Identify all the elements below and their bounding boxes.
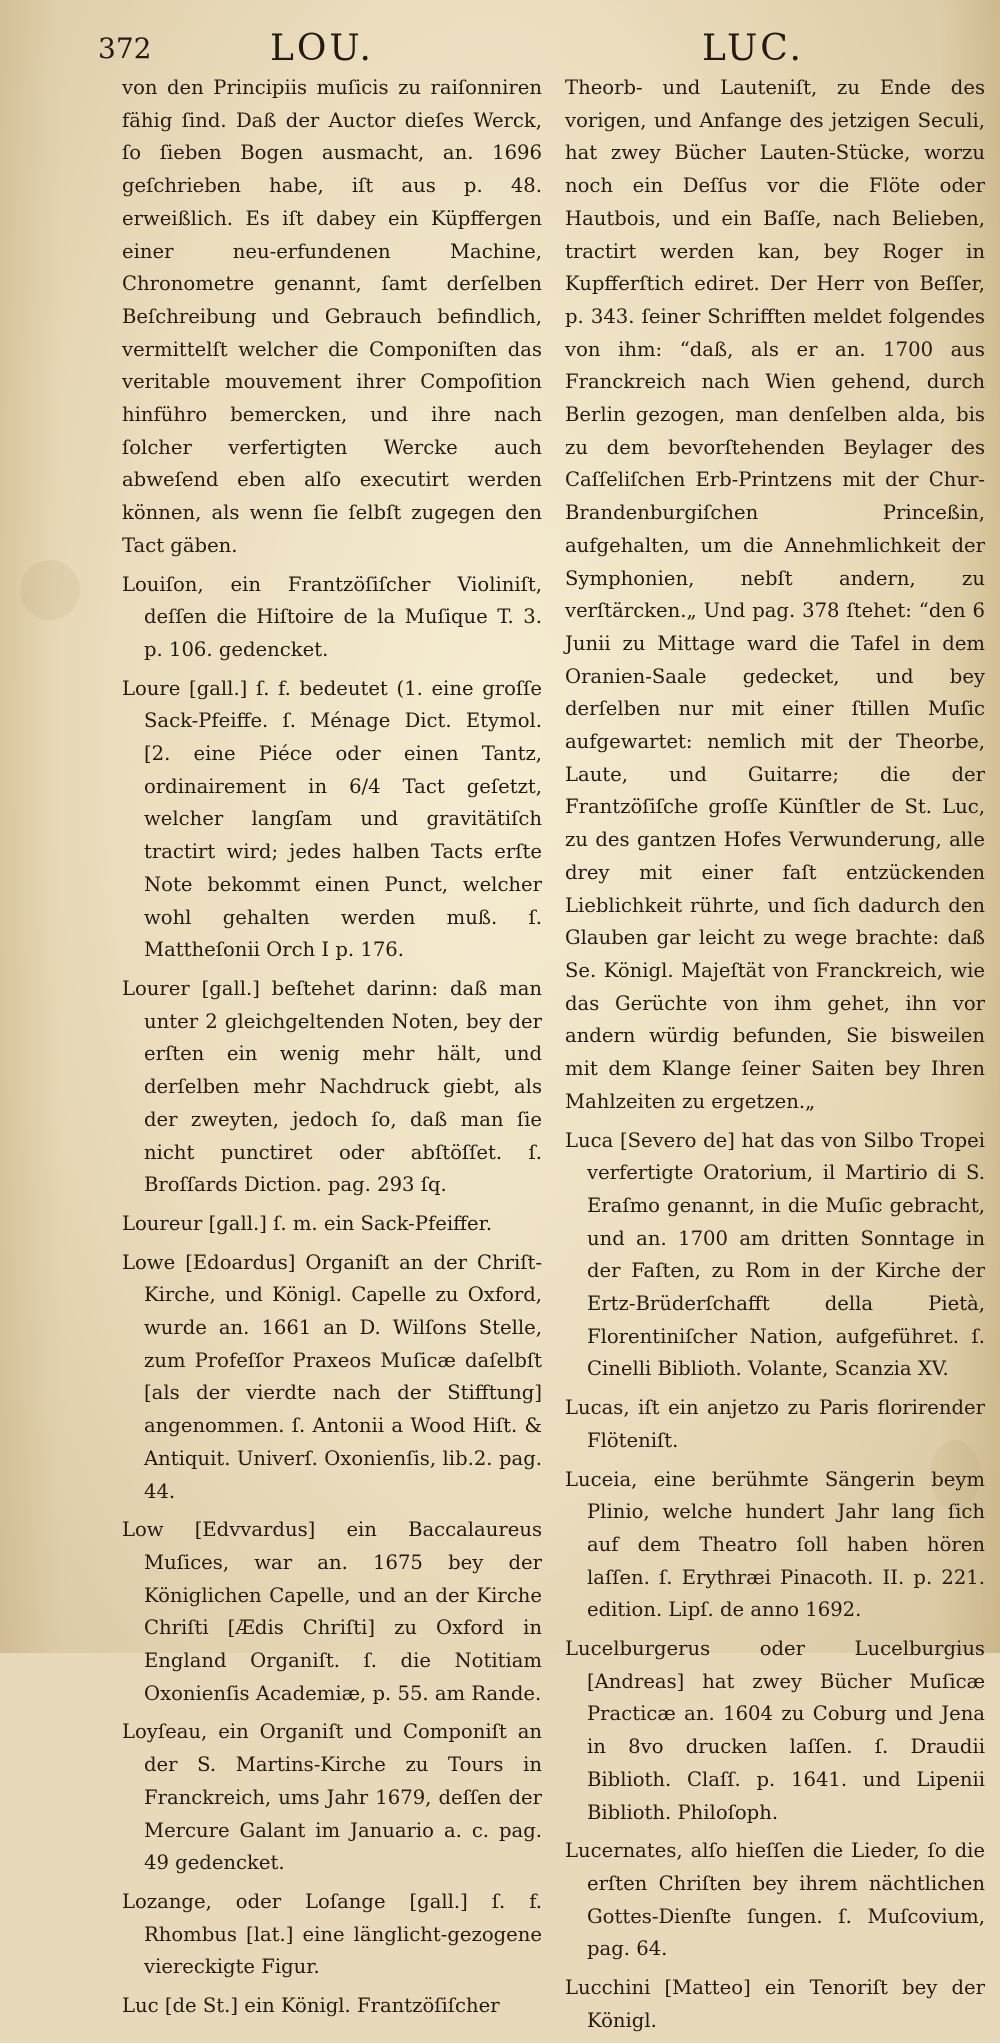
dictionary-entry: Louiſon, ein Frantzöſiſcher Violiniſt, deſſen die Hiſtoire de la Muſique T. 3. p. 106. gedencket. [122, 572, 542, 661]
page-number: 372 [98, 32, 152, 65]
running-head-right: LUC. [702, 28, 804, 69]
dictionary-entry: Lucelburgerus oder Lucelburgius [Andreas] hat zwey Bücher Muſicæ Practicæ an. 1604 zu Coburg und Jena in 8vo drucken laſſen. ſ. Draudii Biblioth. Claſſ. p. 1641. und Lipenii Biblioth. Philoſoph. [565, 1637, 985, 1824]
dictionary-entry: Luceia, eine berühmte Sängerin beym Plinio, welche hundert Jahr lang ſich auf dem Theatro ſoll haben hören laſſen. ſ. Erythræi Pinacoth. II. p. 221. edition. Lipſ. de anno 1692. [565, 1467, 985, 1622]
dictionary-entry: Lucchini [Matteo] ein Tenoriſt bey der Königl. [565, 1976, 985, 2032]
dictionary-entry: Low [Edvvardus] ein Baccalaureus Muſices, war an. 1675 bey der Königlichen Capelle, und an der Kirche Chriſti [Ædis Chriſti] zu Oxford in England Organiſt. ſ. die Notitiam Oxonienſis Academiæ, p. 55. am Rande. [122, 1518, 542, 1705]
dictionary-entry: Lowe [Edoardus] Organiſt an der Chriſt-Kirche, und Königl. Capelle zu Oxford, wurde an. 1661 an D. Wilſons Stelle, zum Profeſſor Praxeos Muſicæ daſelbſt [als der vierdte nach der Stifftung] angenommen. ſ. Antonii a Wood Hiſt. & Antiquit. Univerſ. Oxonienſis, lib.2. pag. 44. [122, 1250, 542, 1503]
page-header [0, 18, 1000, 78]
dictionary-entry: Lucernates, alſo hieſſen die Lieder, ſo die erſten Chriſten bey ihrem nächtlichen Gottes-Dienſte ſungen. ſ. Muſcovium, pag. 64. [565, 1839, 985, 1961]
dictionary-entry: Loure [gall.] ſ. f. bedeutet (1. eine groſſe Sack-Pfeiffe. ſ. Ménage Dict. Etymol. [2. eine Piéce oder einen Tantz, ordinairement in 6/4 Tact geſetzt, welcher langſam und gravitätiſch tractirt wird; jedes halben Tacts erſte Note bekommt einen Punct, welcher wohl gehalten werden muß. ſ. Mattheſonii Orch I p. 176. [122, 676, 542, 962]
dictionary-entry: Lozange, oder Loſange [gall.] ſ. f. Rhombus [lat.] eine länglicht-gezogene viereckigte Figur. [122, 1889, 542, 1979]
dictionary-entry: Loureur [gall.] ſ. m. ein Sack-Pfeiffer. [122, 1211, 493, 1235]
paper-stain [20, 560, 80, 620]
running-head-left: LOU. [270, 28, 374, 69]
dictionary-entry: Lourer [gall.] beſtehet darinn: daß man unter 2 gleichgeltenden Noten, bey der erſten ein wenig mehr hält, und derſelben mehr Nachdruck giebt, als der zweyten, jedoch ſo, daß man ſie nicht punctiret oder abſtöſſet. ſ. Broſſards Diction. pag. 293 ſq. [122, 976, 542, 1197]
dictionary-entry: Loyſeau, ein Organiſt und Componiſt an der S. Martins-Kirche zu Tours in Franckreich, ums Jahr 1679, deſſen der Mercure Galant im Januario a. c. pag. 49 gedencket. [122, 1720, 542, 1875]
dictionary-entry: Luca [Severo de] hat das von Silbo Tropei verfertigte Oratorium, il Martirio di S. Eraſmo genannt, in die Muſic gebracht, und an. 1700 am dritten Sonntage in der Faſten, zu Rom in der Kirche der Ertz-Brüderſchafft della Pietà, Florentiniſcher Nation, aufgeführet. ſ. Cinelli Biblioth. Volante, Scanzia XV. [565, 1128, 985, 1381]
right-column [565, 72, 985, 2043]
dictionary-entry: Lucas, iſt ein anjetzo zu Paris florirender Flöteniſt. [565, 1396, 985, 1452]
left-column [122, 72, 542, 2029]
dictionary-entry: von den Principiis muſicis zu raiſonniren fähig ſind. Daß der Auctor dieſes Werck, ſo ſieben Bogen ausmacht, an. 1696 geſchrieben habe, iſt aus p. 48. erweißlich. Es iſt dabey ein Küpffergen einer neu-erfundenen Machine, Chronometre genannt, ſamt derſelben Beſchreibung und Gebrauch befindlich, vermittelſt welcher die Componiſten das veritable mouvement ihrer Compoſition hinführo bemercken, und ihre nach ſolcher verfertigten Wercke auch abweſend eben alſo executirt werden können, als wenn ſie ſelbſt zugegen den Tact gäben. [122, 76, 542, 557]
dictionary-entry: Theorb- und Lauteniſt, zu Ende des vorigen, und Anfange des jetzigen Seculi, hat zwey Bücher Lauten-Stücke, worzu noch ein Deſſus vor die Flöte oder Hautbois, und ein Baſſe, nach Belieben, tractirt werden kan, bey Roger in Kupfferſtich ediret. Der Herr von Beſſer, p. 343. ſeiner Schrifften meldet folgendes von ihm: “daß, als er an. 1700 aus Franckreich nach Wien gehend, durch Berlin gezogen, man denſelben alda, bis zu dem bevorſtehenden Beylager des Caſſeliſchen Erb-Printzens mit der Chur-Brandenburgiſchen Princeßin, aufgehalten, um die Annehmlichkeit der Symphonien, nebſt andern, zu verſtärcken.„ Und pag. 378 ſtehet: “den 6 Junii zu Mittage ward die Tafel in dem Oranien-Saale gedecket, und bey derſelben nur mit einer ſtillen Muſic aufgewartet: nemlich mit der Theorbe, Laute, und Guitarre; die der Frantzöſiſche groſſe Künſtler de St. Luc, zu des gantzen Hofes Verwunderung, alle drey mit einer faſt entzückenden Lieblichkeit rührte, und ſich dadurch den Glauben gar leicht zu wege brachte: daß Se. Königl. Majeſtät von Franckreich, wie das Gerüchte von ihm gehet, ihn vor andern würdig befunden, Sie bisweilen mit dem Klange ſeiner Saiten bey Ihren Mahlzeiten zu ergetzen.„ [565, 76, 985, 1113]
dictionary-entry: Luc [de St.] ein Königl. Frantzöſiſcher [122, 1994, 500, 2018]
